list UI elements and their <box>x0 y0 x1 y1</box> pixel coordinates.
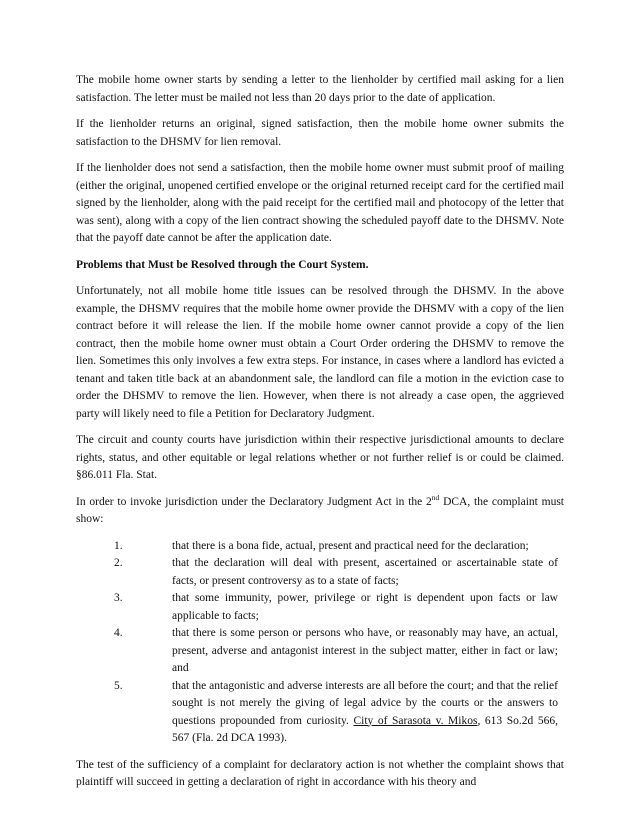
list-item-number: 2. <box>114 557 123 569</box>
ordinal-superscript: nd <box>431 492 440 502</box>
list-item <box>76 590 564 625</box>
complaint-text-start: In order to invoke jurisdiction under the Declaratory Judgment Act in the 2 <box>76 495 432 508</box>
case-citation-reporter: , 613 So.2d 566, 567 (Fla. 2d DCA 1993). <box>172 714 558 744</box>
list-item-number: 3. <box>114 592 123 604</box>
list-item-number: 5. <box>114 679 123 692</box>
paragraph-lien-letter: The mobile home owner starts by sending a letter to the lienholder by certified mail asking for a lien satisfaction. The letter must be mailed not less than 20 days prior to the date of application. <box>76 74 564 104</box>
list-item-text: that the antagonistic and adverse interests are all before the court; and that the relief sought is not merely the giving of legal advice by the courts or the answers to questions propounded from curiosity. <box>172 679 558 727</box>
list-item-text-with-citation <box>172 678 564 748</box>
document-page <box>76 72 564 801</box>
complaint-text-end: DCA, the complaint must show: <box>76 495 564 525</box>
paragraph-no-satisfaction: If the lienholder does not send a satisfaction, then the mobile home owner must submit proof of mailing (either the original, unopened certified envelope or the original returned receipt card for the certified mail signed by the lienholder, along with the paid receipt for the certified mail and photocopy of the letter that was sent), along with a copy of the lien contract showing the scheduled payoff date to the DHSMV. Note that the payoff date cannot be after the application date. <box>76 162 564 244</box>
list-item <box>76 625 564 678</box>
requirements-list <box>76 538 564 748</box>
paragraph-court-order: Unfortunately, not all mobile home title issues can be resolved through the DHSMV. In the above example, the DHSMV requires that the mobile home owner provide the DHSMV with a copy of the lien contract before it will release the lien. If the mobile home owner cannot provide a copy of the lien contract, then the mobile home owner must obtain a Court Order ordering the DHSMV to remove the lien. Sometimes this only involves a few extra steps. For instance, in cases where a landlord has evicted a tenant and taken title back at an abandonment sale, the landlord can file a motion in the eviction case to order the DHSMV to remove the lien. However, when there is not already a case open, the aggrieved party will likely need to file a Petition for Declaratory Judgment. <box>76 285 564 420</box>
list-item-number: 4. <box>114 627 123 639</box>
section-heading: Problems that Must be Resolved through the Court System. <box>76 258 369 271</box>
case-citation-name: City of Sarasota v. Mikos <box>353 714 478 727</box>
list-item <box>76 538 564 556</box>
list-item-text: that the declaration will deal with present, ascertained or ascertainable state of facts, or present controversy as to a state of facts; <box>172 557 558 587</box>
list-item <box>76 555 564 590</box>
paragraph-complaint-requirements <box>76 494 564 529</box>
list-item-text: that there is some person or persons who have, or reasonably may have, an actual, present, adverse and antagonist interest in the subject matter, either in fact or law; and <box>172 627 558 674</box>
list-item-number: 1. <box>114 539 123 552</box>
paragraph-jurisdiction: The circuit and county courts have jurisdiction within their respective jurisdictional amounts to declare rights, status, and other equitable or legal relations whether or not further relief is or could be claimed. §86.011 Fla. Stat. <box>76 434 564 481</box>
list-item-text: that there is a bona fide, actual, present and practical need for the declaration; <box>172 539 529 552</box>
list-item-text: that some immunity, power, privilege or right is dependent upon facts or law applicable to facts; <box>172 592 558 622</box>
list-item <box>76 678 564 748</box>
paragraph-sufficiency-test: The test of the sufficiency of a complaint for declaratory action is not whether the complaint shows that plaintiff will succeed in getting a declaration of right in accordance with his theory and <box>76 758 564 788</box>
paragraph-satisfaction-returned: If the lienholder returns an original, signed satisfaction, then the mobile home owner submits the satisfaction to the DHSMV for lien removal. <box>76 118 564 148</box>
